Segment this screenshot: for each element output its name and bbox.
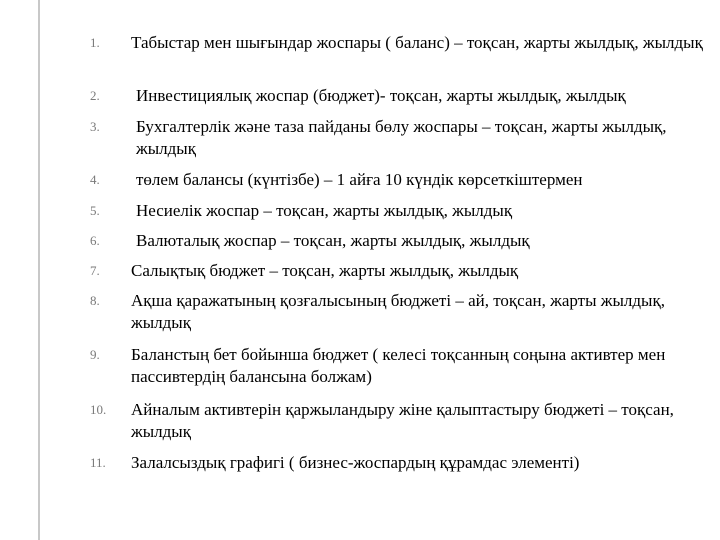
- item-number: 10.: [90, 402, 107, 417]
- item-text: Бухгалтерлік және таза пайданы бөлу жоспары – тоқсан, жарты жылдық, жылдық: [136, 117, 667, 158]
- item-number: 9.: [90, 347, 100, 362]
- item-text: Валюталық жоспар – тоқсан, жарты жылдық, жылдық: [136, 231, 530, 250]
- item-number: 4.: [90, 172, 100, 187]
- item-text: Несиелік жоспар – тоқсан, жарты жылдық, жылдық: [136, 201, 513, 220]
- item-number: 11.: [90, 455, 106, 470]
- item-text: Баланстың бет бойынша бюджет ( келесі тоқсанның соңына активтер мен пассивтердің балансына болжам): [131, 345, 666, 386]
- item-number: 1.: [90, 35, 100, 50]
- item-text: Табыстар мен шығындар жоспары ( баланс) – тоқсан, жарты жылдық, жылдық: [131, 33, 703, 52]
- item-number: 6.: [90, 233, 100, 248]
- item-text: Ақша қаражатының қозғалысының бюджеті – ай, тоқсан, жарты жылдық, жылдық: [131, 291, 665, 332]
- item-text: Айналым активтерін қаржыландыру жіне қалыптастыру бюджеті – тоқсан, жылдық: [131, 400, 674, 441]
- item-text: Инвестициялық жоспар (бюджет)- тоқсан, жарты жылдық, жылдық: [136, 86, 626, 105]
- item-text: Залалсыздық графигі ( бизнес-жоспардың құрамдас элементі): [131, 453, 580, 472]
- item-text: төлем балансы (күнтізбе) – 1 айға 10 күндік көрсеткіштермен: [136, 170, 583, 189]
- item-number: 7.: [90, 263, 100, 278]
- item-number: 8.: [90, 293, 100, 308]
- item-text: Салықтық бюджет – тоқсан, жарты жылдық, жылдық: [131, 261, 519, 280]
- item-number: 3.: [90, 119, 100, 134]
- item-number: 2.: [90, 88, 100, 103]
- item-number: 5.: [90, 203, 100, 218]
